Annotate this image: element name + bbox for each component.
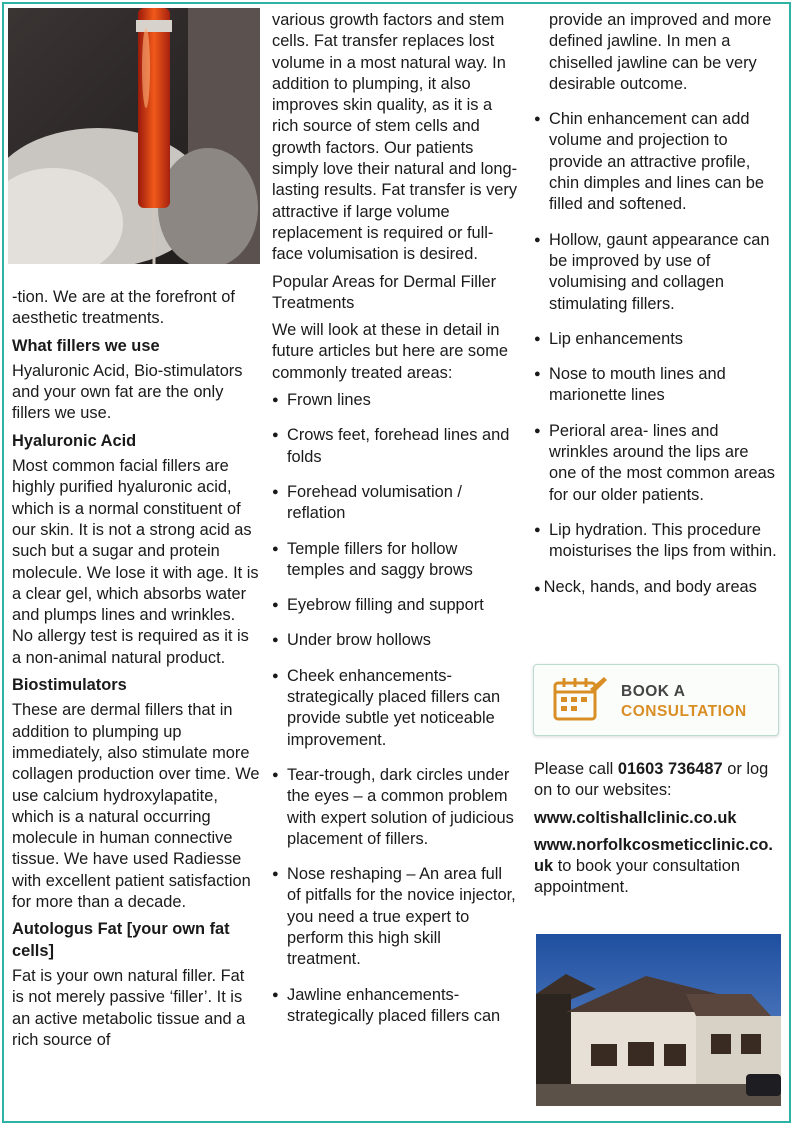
list-item: ● Crows feet, forehead lines and folds xyxy=(272,425,518,468)
list-item: ● Cheek enhancements- strategically placed fillers can provide subtle yet noticeable improvement. xyxy=(272,666,518,751)
fillers-text: Hyaluronic Acid, Bio-stimulators and your own fat are the only fillers we use. xyxy=(12,361,243,423)
list-item: ● Hollow, gaunt appearance can be improved by use of volumising and collagen stimulating fillers. xyxy=(534,230,780,315)
list-item: ● Frown lines xyxy=(272,390,518,411)
phone-number[interactable]: 01603 736487 xyxy=(617,760,723,778)
detail-text: We will look at these in detail in future articles but here are some commonly treated areas: xyxy=(272,321,508,382)
list-item: ● Tear-trough, dark circles under the eyes – a common problem with expert solution of judicious placement of fillers. xyxy=(272,765,518,850)
treatment-list xyxy=(272,390,518,1027)
list-item: ● Under brow hollows xyxy=(272,630,518,651)
website-link-coltishall[interactable]: www.coltishallclinic.co.uk xyxy=(534,808,737,827)
jawline-continued-text: provide an improved and more defined jawline. In men a chiselled jawline can be very desirable outcome. xyxy=(549,11,772,93)
list-item: ● Chin enhancement can add volume and projection to provide an attractive profile, chin dimples and lines can be filled and softened. xyxy=(534,109,780,215)
autologus-fat-text: Fat is your own natural filler. Fat is not merely passive ‘filler’. It is an active metabolic tissue and a rich source of xyxy=(12,966,246,1049)
call-text xyxy=(534,759,780,802)
call-suffix: or log on to our websites: xyxy=(534,760,769,800)
calendar-icon xyxy=(552,675,608,725)
list-item: ● Lip enhancements xyxy=(534,329,780,350)
list-item: ● Lip hydration. This procedure moisturises the lips from within. xyxy=(534,520,780,563)
heading-autologus-fat: Autologus Fat [your own fat cells] xyxy=(12,920,230,960)
intro-text: -tion. We are at the forefront of aesthetic treatments. xyxy=(12,288,235,328)
column-right xyxy=(534,10,780,614)
call-prefix: Please call xyxy=(534,760,618,778)
list-item: ● Perioral area- lines and wrinkles around the lips are one of the most common areas for our older patients. xyxy=(534,421,780,506)
list-item: ● Jawline enhancements- strategically placed fillers can xyxy=(272,985,518,1028)
list-item: ● Neck, hands, and body areas xyxy=(534,577,780,600)
list-item: ● Forehead volumisation / reflation xyxy=(272,482,518,525)
column-left xyxy=(12,287,260,1057)
website-link-norfolk[interactable]: www.norfolkcosmeticclinic.co.uk xyxy=(534,835,773,876)
book-consultation-button[interactable] xyxy=(533,664,779,736)
hyaluronic-acid-text: Most common facial fillers are highly purified hyaluronic acid, which is a normal constituent of our skin. It is not a strong acid as such but a sugar and protein molecule. We lose it with age. It is a clear gel, which absorbs water and plumps lines and wrinkles. No allergy test is required as it is a non-animal natural product. xyxy=(12,457,259,667)
booking-tail-text: to book your consultation appointment. xyxy=(534,857,740,897)
syringe-photo xyxy=(8,8,260,264)
heading-fillers: What fillers we use xyxy=(12,336,160,355)
fat-transfer-text: various growth factors and stem cells. Fat transfer replaces lost volume in a most natural way. In addition to plumping, it also improves skin quality, as it is a rich source of stem cells and growth factors. Our patients simply love their natural and long-lasting results. Fat transfer is very attractive if large volume replacement is required or full-face volumisation is desired. xyxy=(272,11,518,264)
website-1 xyxy=(534,808,780,829)
treatment-list-continued xyxy=(534,109,780,600)
contact-block xyxy=(534,759,780,905)
list-item: ● Nose reshaping – An area full of pitfalls for the novice injector, you need a true expert to perform this high skill treatment. xyxy=(272,864,518,970)
list-item: ● Eyebrow filling and support xyxy=(272,595,518,616)
consultation-label: CONSULTATION xyxy=(621,703,747,720)
list-item: ● Nose to mouth lines and marionette lines xyxy=(534,364,780,407)
biostimulators-text: These are dermal fillers that in addition to plumping up immediately, also stimulate more collagen production over time. We use calcium hydroxylapatite, which is a natural occurring molecule in human connective tissue. We have used Radiesse with excellent patient satisfaction for more than a decade. xyxy=(12,701,260,912)
column-middle xyxy=(272,10,518,1041)
website-2 xyxy=(534,835,780,899)
book-label: BOOK A xyxy=(621,683,686,700)
popular-areas-heading: Popular Areas for Dermal Filler Treatments xyxy=(272,272,497,312)
list-item: ● Temple fillers for hollow temples and saggy brows xyxy=(272,539,518,582)
heading-hyaluronic-acid: Hyaluronic Acid xyxy=(12,431,137,450)
heading-biostimulators: Biostimulators xyxy=(12,676,127,695)
clinic-building-photo xyxy=(536,934,781,1106)
